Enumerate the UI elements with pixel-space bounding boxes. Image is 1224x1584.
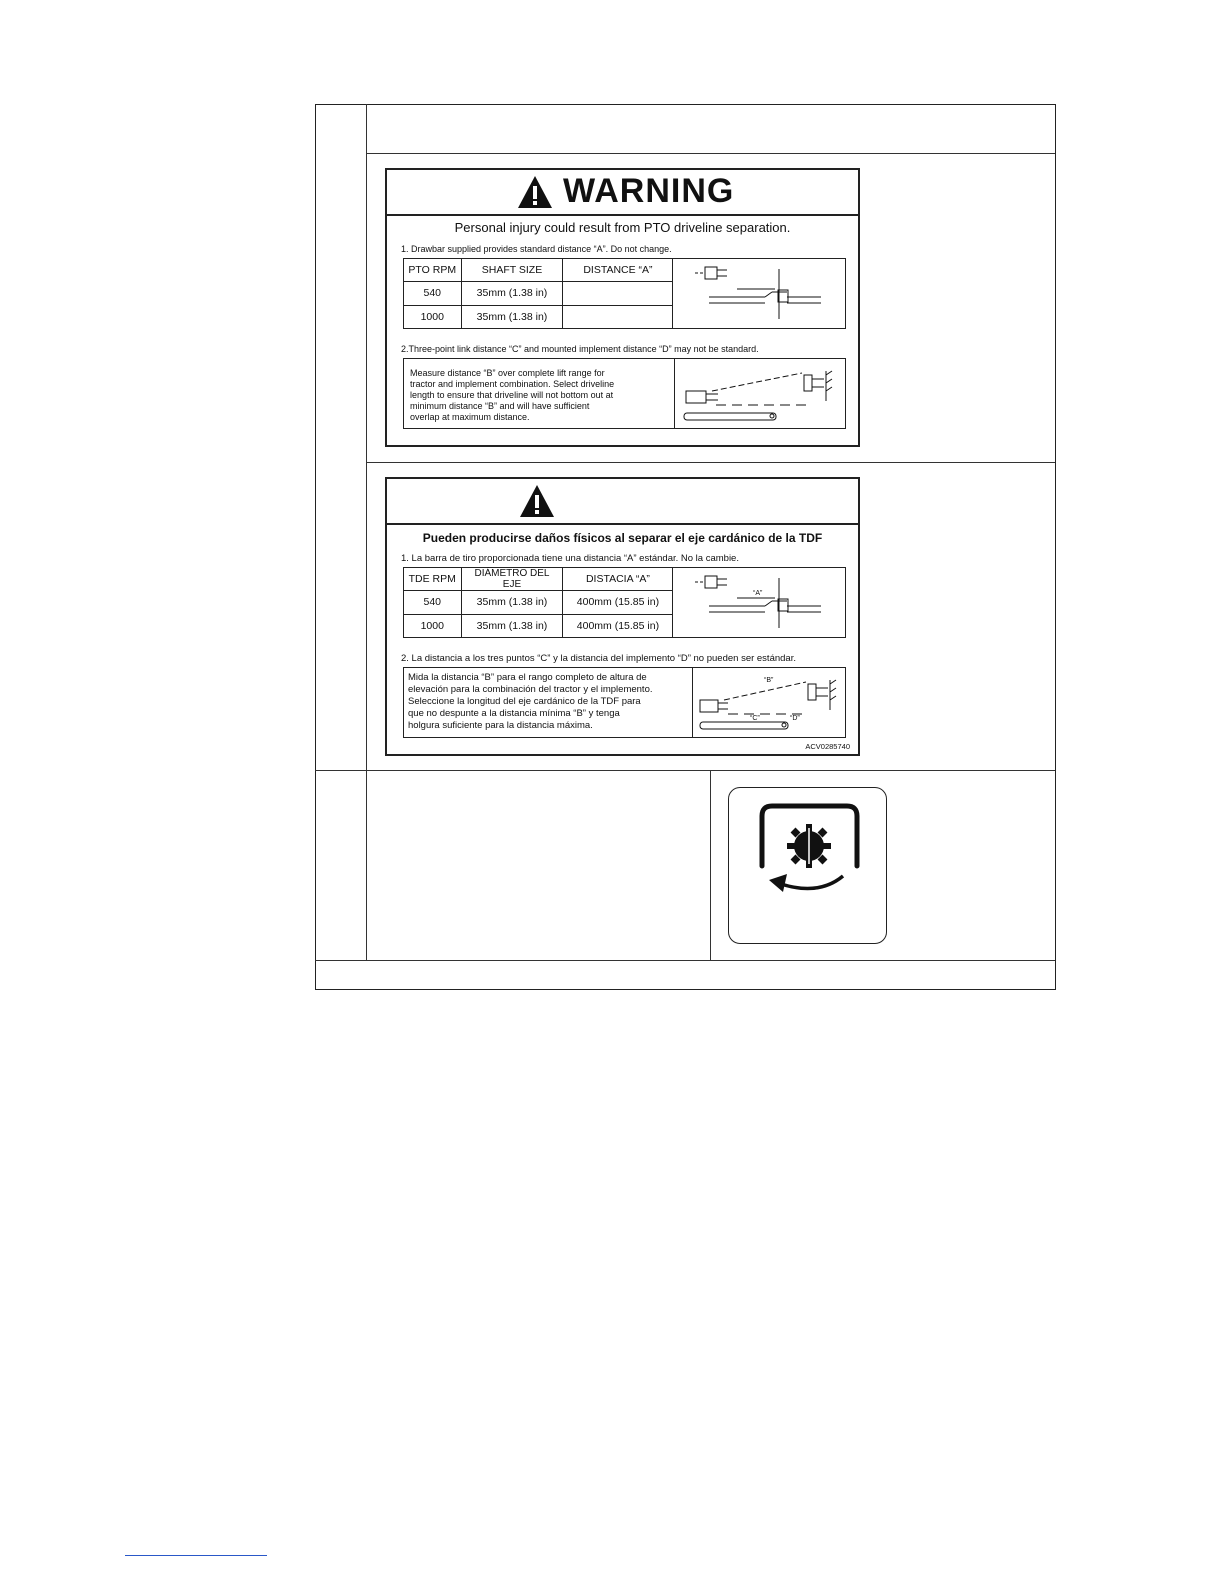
diagram-label-d: “D” xyxy=(790,715,800,722)
table-header: DISTANCE “A” xyxy=(563,259,673,282)
lift-range-instructions xyxy=(410,368,614,423)
drawbar-diagram-cell xyxy=(673,568,846,638)
table-header: PTO RPM xyxy=(404,259,462,282)
diagram-label-a: “A” xyxy=(753,590,763,597)
table-cell: 35mm (1.38 in) xyxy=(461,282,563,305)
instruction-item-1: 1. La barra de tiro proporcionada tiene una distancia “A” estándar. No la cambie. xyxy=(401,553,739,564)
table-cell: 540 xyxy=(404,591,462,614)
table-cell: 1000 xyxy=(404,614,462,637)
drawbar-diagram xyxy=(675,568,843,634)
table-cell xyxy=(563,305,673,328)
instruction-line: Measure distance “B” over complete lift range for xyxy=(410,368,605,378)
spanish-warning-decal xyxy=(385,477,860,756)
table-header: TDE RPM xyxy=(404,568,462,591)
instruction-line: length to ensure that driveline will not bottom out at xyxy=(410,390,614,400)
part-number: ACV0285740 xyxy=(805,742,850,751)
diagram-label-b: “B” xyxy=(764,677,774,684)
drawbar-diagram-cell xyxy=(673,259,846,329)
english-warning-decal xyxy=(385,168,860,447)
table-cell xyxy=(563,282,673,305)
table-cell: 400mm (15.85 in) xyxy=(563,614,673,637)
pto-symbol-decal xyxy=(728,787,887,944)
instruction-line: tractor and implement combination. Select driveline xyxy=(410,379,615,389)
lift-range-diagram xyxy=(694,670,844,736)
row-divider xyxy=(315,770,1055,771)
table-cell: 540 xyxy=(404,282,462,305)
diagram-label-c: “C” xyxy=(750,715,760,722)
decal-header xyxy=(387,170,858,216)
table-header: DIÁMETRO DEL EJE xyxy=(461,568,563,591)
box-divider xyxy=(692,668,693,737)
warning-triangle-icon xyxy=(519,484,555,518)
table-cell: 35mm (1.38 in) xyxy=(461,591,563,614)
instruction-line: minimum distance “B” and will have sufficient xyxy=(410,401,590,411)
instruction-item-2: 2.Three-point link distance “C” and mounted implement distance “D” may not be standard. xyxy=(401,344,759,354)
table-cell: 35mm (1.38 in) xyxy=(461,614,563,637)
lift-range-box xyxy=(403,667,846,738)
box-divider xyxy=(674,359,675,428)
row-divider xyxy=(366,462,1055,463)
instruction-line: overlap at maximum distance. xyxy=(410,412,530,422)
instruction-line: holgura suficiente para la distancia máxima. xyxy=(408,720,593,731)
column-divider xyxy=(710,770,711,960)
table-header: SHAFT SIZE xyxy=(461,259,563,282)
decal-header xyxy=(387,479,858,525)
instruction-line: elevación para la combinación del tractor y el implemento. xyxy=(408,684,653,695)
instruction-item-2: 2. La distancia a los tres puntos “C” y la distancia del implemento “D” no pueden ser estándar. xyxy=(401,653,796,664)
row-divider xyxy=(366,153,1055,154)
column-divider xyxy=(366,104,367,960)
warning-triangle-icon xyxy=(517,175,553,209)
pto-spec-table xyxy=(403,567,846,638)
instruction-line: Seleccione la longitud del eje cardánico de la TDF para xyxy=(408,696,641,707)
lift-range-instructions xyxy=(408,672,653,732)
table-cell: 1000 xyxy=(404,305,462,328)
footnote-rule xyxy=(125,1555,267,1556)
signal-word: WARNING xyxy=(563,172,735,210)
row-divider xyxy=(315,960,1055,961)
instruction-line: Mida la distancia “B” para el rango completo de altura de xyxy=(408,672,647,683)
table-cell: 400mm (15.85 in) xyxy=(563,591,673,614)
instruction-item-1: 1. Drawbar supplied provides standard distance “A”. Do not change. xyxy=(401,244,672,254)
lift-range-diagram xyxy=(676,361,844,427)
pto-rotation-icon xyxy=(729,788,885,942)
pto-spec-table xyxy=(403,258,846,329)
table-header: DISTACIA “A” xyxy=(563,568,673,591)
instruction-line: que no despunte a la distancia mínima “B” y tenga xyxy=(408,708,620,719)
table-cell: 35mm (1.38 in) xyxy=(461,305,563,328)
decal-headline: Personal injury could result from PTO driveline separation. xyxy=(454,220,791,235)
lift-range-box xyxy=(403,358,846,429)
decal-headline: Pueden producirse daños físicos al separar el eje cardánico de la TDF xyxy=(422,531,823,545)
drawbar-diagram xyxy=(675,259,843,325)
